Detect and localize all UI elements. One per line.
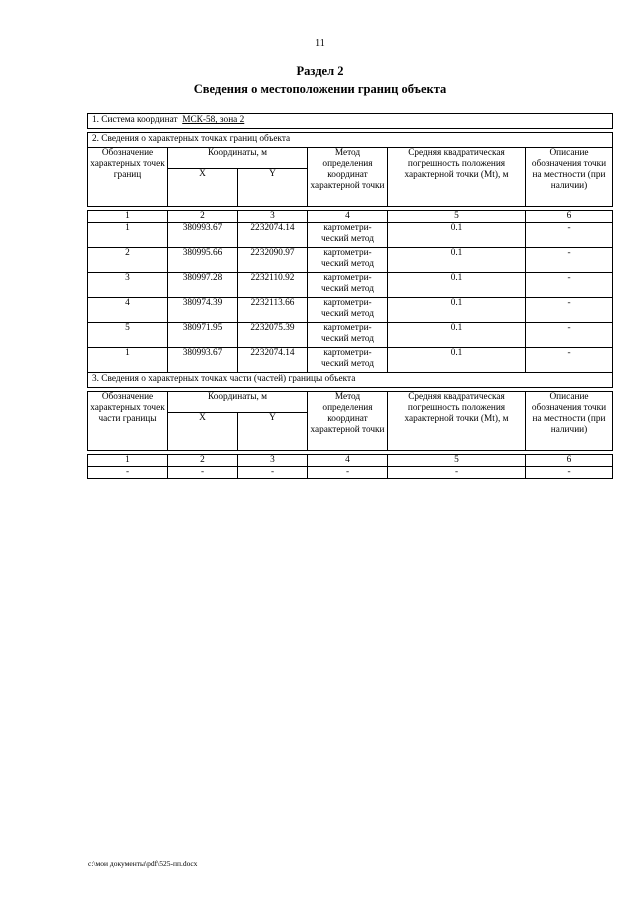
point-id: 5	[88, 323, 168, 348]
parts-section-title: 3. Сведения о характерных точках части (частей) границы объекта	[88, 373, 613, 388]
header-description: Описание обозначения точки на местности (при наличии)	[526, 148, 613, 207]
point-x: 380995.66	[168, 248, 238, 273]
part-y: -	[238, 467, 308, 479]
point-y: 2232113.66	[238, 298, 308, 323]
point-x: 380974.39	[168, 298, 238, 323]
point-desc: -	[526, 348, 613, 373]
col-num: 6	[526, 211, 613, 223]
header-coords: Координаты, м	[168, 148, 308, 169]
point-y: 2232110.92	[238, 273, 308, 298]
footer-file-path: c:\мои документы\pdf\525-пп.docx	[88, 859, 198, 868]
table-row	[88, 248, 613, 273]
point-mt: 0.1	[388, 298, 526, 323]
coord-system-label: 1. Система координат	[92, 115, 178, 125]
parts-header-accuracy: Средняя квадратическая погрешность положения характерной точки (Mt), м	[388, 392, 526, 451]
table-row	[88, 348, 613, 373]
col-num: 3	[238, 455, 308, 467]
boundary-points-table	[87, 113, 613, 479]
point-desc: -	[526, 298, 613, 323]
point-x: 380993.67	[168, 348, 238, 373]
col-num: 2	[168, 211, 238, 223]
section-title: Раздел 2	[296, 64, 344, 78]
point-x: 380997.28	[168, 273, 238, 298]
table-row	[88, 467, 613, 479]
col-num: 1	[88, 455, 168, 467]
point-mt: 0.1	[388, 348, 526, 373]
table-row	[88, 323, 613, 348]
col-num: 1	[88, 211, 168, 223]
table-row	[88, 273, 613, 298]
point-y: 2232074.14	[238, 348, 308, 373]
point-method: картометри-ческий метод	[308, 248, 388, 273]
part-x: -	[168, 467, 238, 479]
parts-header-y: Y	[238, 413, 308, 451]
parts-header-coords: Координаты, м	[168, 392, 308, 413]
point-y: 2232090.97	[238, 248, 308, 273]
col-num: 5	[388, 211, 526, 223]
col-num: 2	[168, 455, 238, 467]
point-method: картометри-ческий метод	[308, 323, 388, 348]
col-num: 3	[238, 211, 308, 223]
point-desc: -	[526, 223, 613, 248]
col-num: 4	[308, 211, 388, 223]
point-x: 380971.95	[168, 323, 238, 348]
header-y: Y	[238, 169, 308, 207]
point-method: картометри-ческий метод	[308, 273, 388, 298]
parts-header-description: Описание обозначения точки на местности (при наличии)	[526, 392, 613, 451]
point-method: картометри-ческий метод	[308, 223, 388, 248]
point-y: 2232075.39	[238, 323, 308, 348]
table-row	[88, 223, 613, 248]
parts-header-designation: Обозначение характерных точек части границы	[88, 392, 168, 451]
part-mt: -	[388, 467, 526, 479]
point-method: картометри-ческий метод	[308, 348, 388, 373]
header-accuracy: Средняя квадратическая погрешность положения характерной точки (Mt), м	[388, 148, 526, 207]
point-id: 1	[88, 348, 168, 373]
coord-system-cell	[88, 114, 613, 129]
point-id: 1	[88, 223, 168, 248]
point-desc: -	[526, 273, 613, 298]
part-method: -	[308, 467, 388, 479]
coord-system-value: МСК-58, зона 2	[182, 115, 245, 125]
point-desc: -	[526, 323, 613, 348]
column-number-row	[88, 211, 613, 223]
point-mt: 0.1	[388, 223, 526, 248]
point-id: 2	[88, 248, 168, 273]
header-method: Метод определения координат характерной точки	[308, 148, 388, 207]
col-num: 6	[526, 455, 613, 467]
point-mt: 0.1	[388, 248, 526, 273]
point-y: 2232074.14	[238, 223, 308, 248]
point-id: 4	[88, 298, 168, 323]
parts-column-number-row	[88, 455, 613, 467]
header-designation: Обозначение характерных точек границ	[88, 148, 168, 207]
point-method: картометри-ческий метод	[308, 298, 388, 323]
col-num: 4	[308, 455, 388, 467]
points-section-title: 2. Сведения о характерных точках границ объекта	[88, 133, 613, 148]
section-subtitle: Сведения о местоположении границ объекта	[193, 82, 447, 96]
parts-header-x: X	[168, 413, 238, 451]
part-desc: -	[526, 467, 613, 479]
table-row	[88, 298, 613, 323]
part-id: -	[88, 467, 168, 479]
header-x: X	[168, 169, 238, 207]
parts-header-method: Метод определения координат характерной точки	[308, 392, 388, 451]
point-desc: -	[526, 248, 613, 273]
col-num: 5	[388, 455, 526, 467]
point-id: 3	[88, 273, 168, 298]
point-mt: 0.1	[388, 273, 526, 298]
point-mt: 0.1	[388, 323, 526, 348]
page-number: 11	[315, 38, 325, 49]
point-x: 380993.67	[168, 223, 238, 248]
